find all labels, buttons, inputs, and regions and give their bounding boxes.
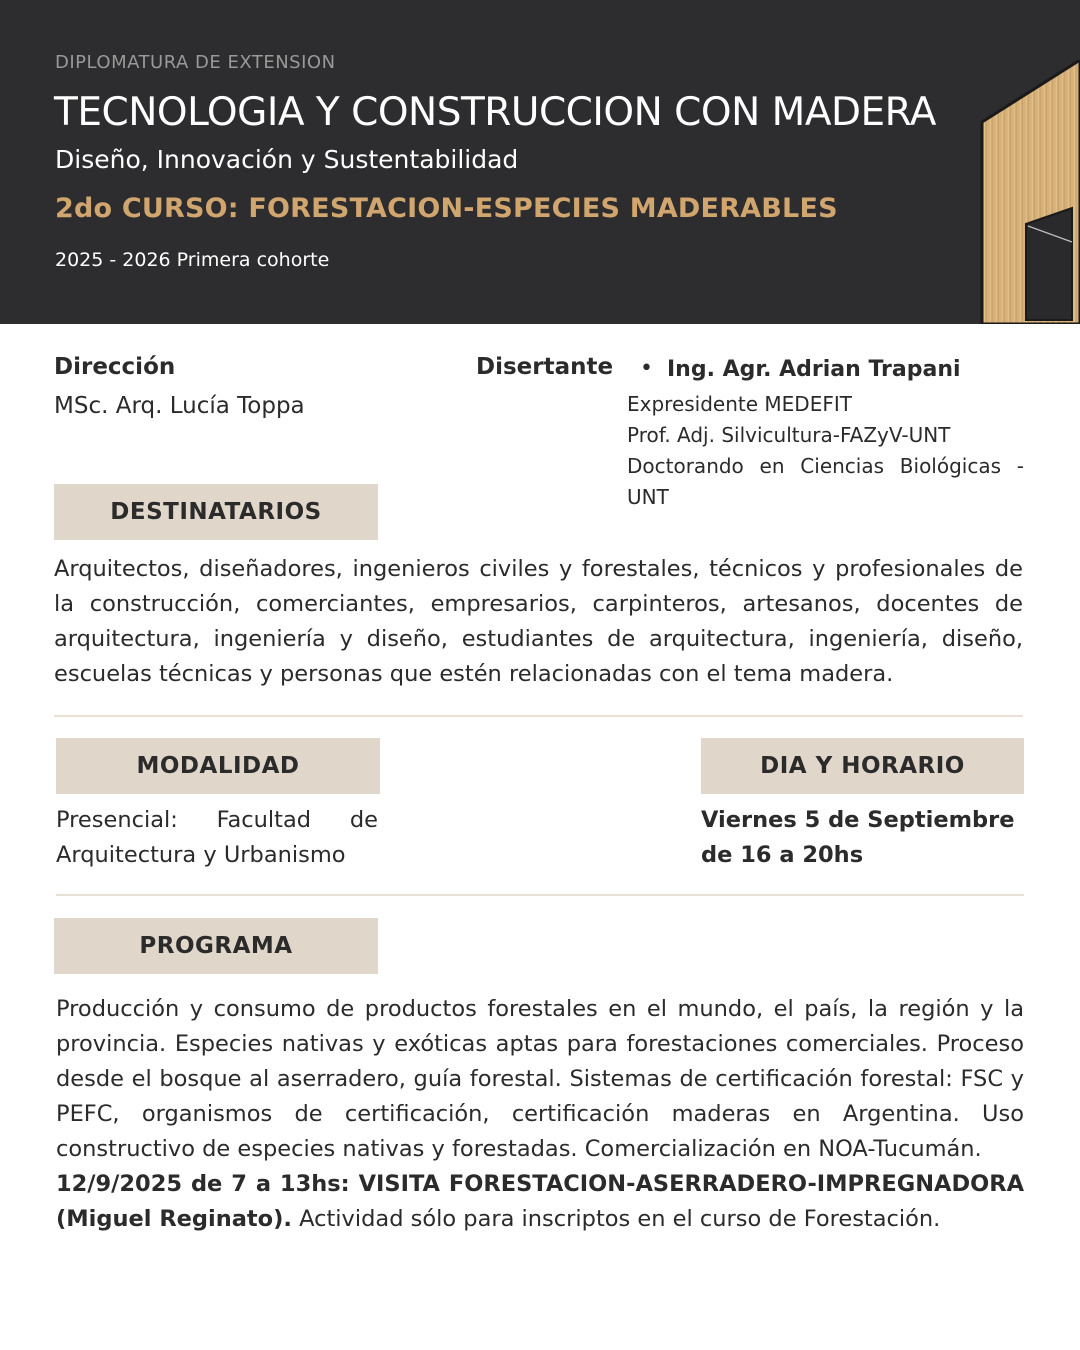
programa-description: Producción y consumo de productos forestales en el mundo, el país, la región y la provincia. Especies nativas y exóticas aptas para forestaciones comerciales. Proceso desde el bosque al aserradero, guía forestal. Sistemas de certificación forestal: FSC y PEFC, organismos de certificación, certificación maderas en Argentina. Uso constructivo de especies nativas y forestadas. Comercialización en NOA-Tucumán. — [56, 996, 1024, 1162]
programa-visit-note: Actividad sólo para inscriptos en el curso de Forestación. — [291, 1206, 941, 1232]
section-divider — [54, 715, 1023, 717]
header-banner — [0, 0, 1080, 324]
program-kicker: DIPLOMATURA DE EXTENSION — [55, 52, 336, 73]
programa-text — [56, 992, 1024, 1237]
disertante-detail-line: Doctorando en Ciencias Biológicas - — [627, 454, 1024, 478]
bullet-icon: • — [640, 356, 653, 381]
disertante-label: Disertante — [476, 354, 614, 380]
destinatarios-text: Arquitectos, diseñadores, ingenieros civiles y forestales, técnicos y profesionales de la construcción, comerciantes, empresarios, carpinteros, artesanos, docentes de arquitectura, ingeniería y diseño, estudiantes de arquitectura, ingeniería, diseño, escuelas técnicas y personas que estén relacionadas con el tema madera. — [54, 556, 1023, 687]
direccion-name: MSc. Arq. Lucía Toppa — [54, 393, 305, 419]
dia-horario-heading: DIA Y HORARIO — [701, 738, 1024, 794]
dia-horario-text — [701, 803, 1031, 873]
page-title: TECNOLOGIA Y CONSTRUCCION CON MADERA — [54, 90, 936, 135]
modalidad-text: Presencial: Facultad de Arquitectura y Urbanismo — [56, 807, 378, 868]
dia-horario-time: de 16 a 20hs — [701, 842, 864, 868]
page-subtitle: Diseño, Innovación y Sustentabilidad — [55, 145, 519, 174]
section-divider — [56, 894, 1024, 896]
direccion-label: Dirección — [54, 354, 176, 380]
disertante-name: Ing. Agr. Adrian Trapani — [667, 357, 961, 382]
destinatarios-heading: DESTINATARIOS — [54, 484, 378, 540]
programa-heading: PROGRAMA — [54, 918, 378, 974]
disertante-detail-line: Expresidente MEDEFIT — [627, 392, 852, 416]
dia-horario-date: Viernes 5 de Septiembre — [701, 807, 1015, 833]
wood-building-illustration — [980, 60, 1080, 324]
disertante-details — [627, 389, 1024, 513]
programa-visit-highlight: 12/9/2025 de 7 a 13hs: VISITA FORESTACION-ASERRADERO-IMPREGNADORA (Miguel Reginato). — [56, 1171, 1024, 1232]
course-title: 2do CURSO: FORESTACION-ESPECIES MADERABLES — [55, 193, 838, 224]
cohort-label: 2025 - 2026 Primera cohorte — [55, 249, 330, 271]
disertante-detail-line: UNT — [627, 485, 669, 509]
modalidad-heading: MODALIDAD — [56, 738, 380, 794]
disertante-detail-line: Prof. Adj. Silvicultura-FAZyV-UNT — [627, 423, 951, 447]
